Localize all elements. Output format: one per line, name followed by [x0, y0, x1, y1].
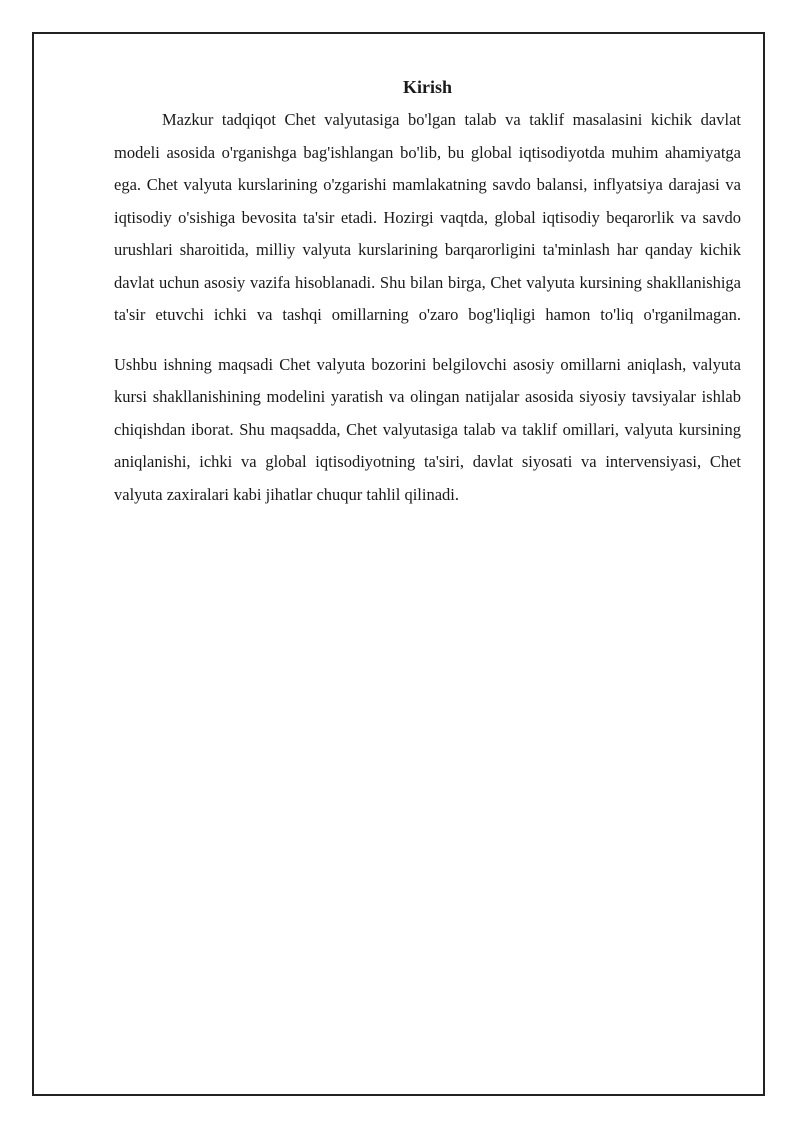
- paragraph-introduction: Mazkur tadqiqot Chet valyutasiga bo'lgan talab va taklif masalasini kichik davlat modeli asosida o'rganishga bag'ishlangan bo'lib, bu global iqtisodiyotda muhim ahamiyatga ega. Chet valyuta kurslarining o'zgarishi mamlakatning savdo balansi, inflyatsiya darajasi va iqtisodiy o'sishiga bevosita ta'sir etadi. Hozirgi vaqtda, global iqtisodiy beqarorlik va savdo urushlari sharoitida, milliy valyuta kurslarining barqarorligini ta'minlash har qanday kichik davlat uchun asosiy vazifa hisoblanadi. Shu bilan birga, Chet valyuta kursining shakllanishiga ta'sir etuvchi ichki va tashqi omillarning o'zaro bog'liqligi hamon to'liq o'rganilmagan.: [114, 110, 741, 324]
- section-title: Kirish: [402, 77, 452, 97]
- paragraph-objective: Ushbu ishning maqsadi Chet valyuta bozorini belgilovchi asosiy omillarni aniqlash, valyuta kursi shakllanishining modelini yaratish va olingan natijalar asosida siyosiy tavsiyalar ishlab chiqishdan iborat. Shu maqsadda, Chet valyutasiga talab va taklif omillari, valyuta kursining aniqlanishi, ichki va global iqtisodiyotning ta'siri, davlat siyosati va intervensiyasi, Chet valyuta zaxiralari kabi jihatlar chuqur tahlil qilinadi.: [114, 354, 741, 504]
- document-body: [114, 74, 741, 511]
